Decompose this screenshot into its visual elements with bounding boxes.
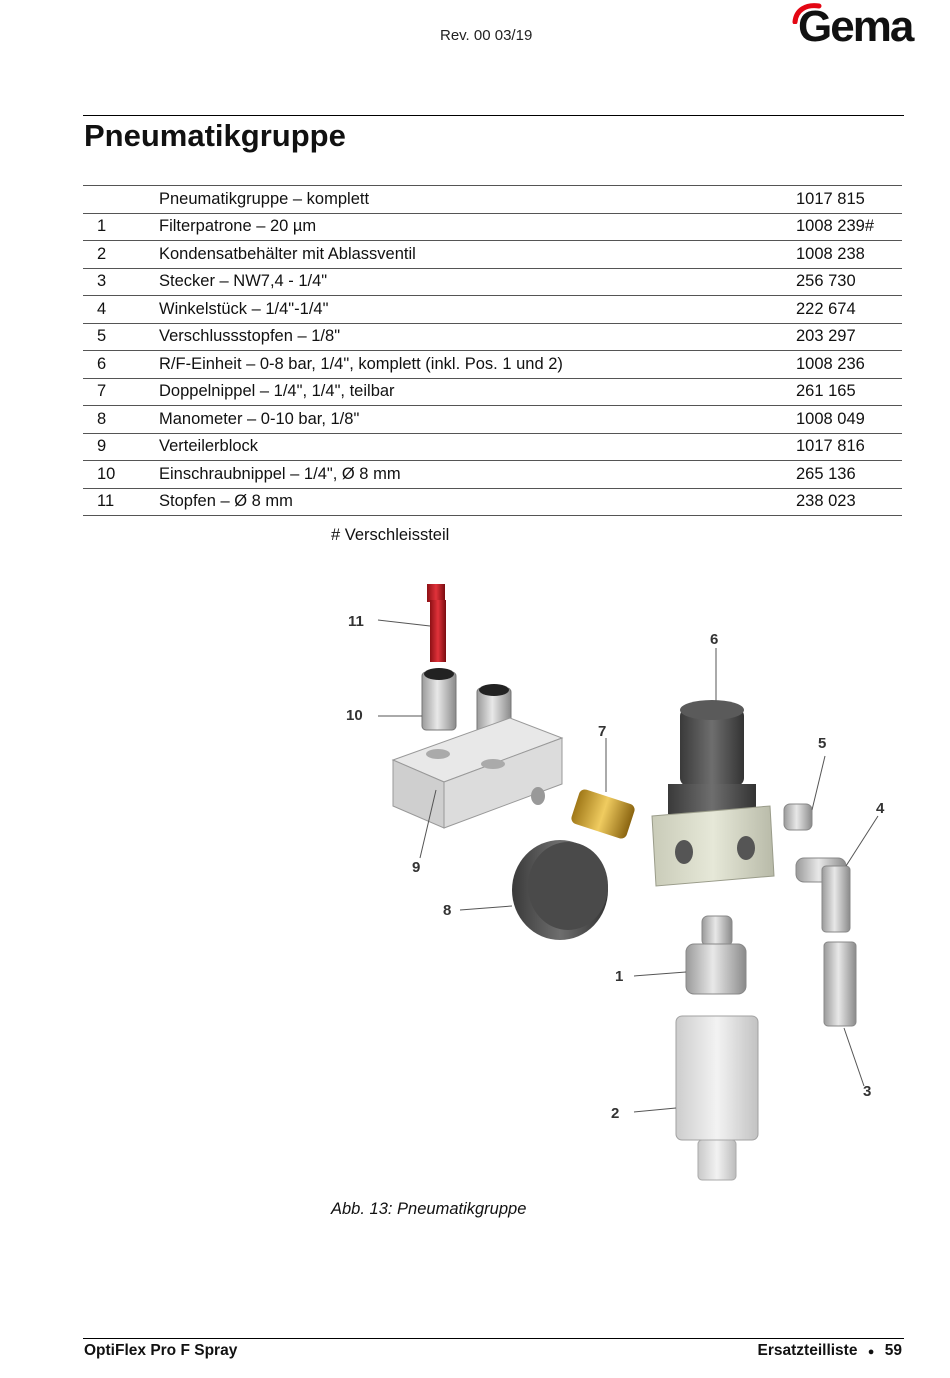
table-row (83, 323, 902, 351)
callout-6: 6 (710, 631, 719, 648)
description-cell: Verschlussstopfen – 1/8" (159, 323, 796, 351)
position-cell: 2 (83, 241, 159, 269)
part-9-distributor-block (393, 718, 562, 828)
part-5-screw-plug (784, 804, 812, 830)
part-2-condensate-bowl (676, 1016, 758, 1180)
part-number-cell: 265 136 (796, 461, 902, 489)
part-number-cell: 256 730 (796, 268, 902, 296)
callout-1: 1 (615, 968, 624, 985)
part-number-cell: 1008 236 (796, 351, 902, 379)
position-cell: 4 (83, 296, 159, 324)
description-cell: Verteilerblock (159, 433, 796, 461)
callout-5: 5 (818, 735, 827, 752)
part-3-connector (824, 942, 856, 1026)
footer-section (758, 1342, 902, 1360)
revision-label: Rev. 00 03/19 (440, 27, 533, 44)
description-cell: Stopfen – Ø 8 mm (159, 488, 796, 516)
position-cell: 6 (83, 351, 159, 379)
table-row (83, 213, 902, 241)
table-row (83, 351, 902, 379)
position-cell: 11 (83, 488, 159, 516)
position-cell: 1 (83, 213, 159, 241)
description-cell: Doppelnippel – 1/4", 1/4", teilbar (159, 378, 796, 406)
table-row (83, 241, 902, 269)
table-row (83, 268, 902, 296)
wear-part-note: # Verschleissteil (331, 526, 450, 544)
part-number-cell: 261 165 (796, 378, 902, 406)
callout-4: 4 (876, 800, 885, 817)
page-title: Pneumatikgruppe (84, 118, 346, 153)
part-number-cell: 1008 239# (796, 213, 902, 241)
footer-divider (83, 1338, 904, 1339)
position-cell (83, 186, 159, 214)
description-cell: Einschraubnippel – 1/4", Ø 8 mm (159, 461, 796, 489)
part-7-double-nipple (570, 788, 636, 840)
position-cell: 10 (83, 461, 159, 489)
position-cell: 5 (83, 323, 159, 351)
description-cell: Filterpatrone – 20 µm (159, 213, 796, 241)
position-cell: 9 (83, 433, 159, 461)
table-row (83, 406, 902, 434)
part-number-cell: 238 023 (796, 488, 902, 516)
callout-8: 8 (443, 902, 452, 919)
part-number-cell: 222 674 (796, 296, 902, 324)
header-divider (83, 115, 904, 116)
part-4-elbow (796, 858, 850, 932)
description-cell: Kondensatbehälter mit Ablassventil (159, 241, 796, 269)
callout-2: 2 (611, 1105, 620, 1122)
footer-section-label: Ersatzteilliste (757, 1342, 858, 1359)
callout-10: 10 (346, 707, 363, 724)
parts-table (83, 185, 902, 516)
part-number-cell: 203 297 (796, 323, 902, 351)
table-row (83, 461, 902, 489)
part-number-cell: 1017 816 (796, 433, 902, 461)
table-row (83, 378, 902, 406)
description-cell: Stecker – NW7,4 - 1/4" (159, 268, 796, 296)
callout-7: 7 (598, 723, 607, 740)
callout-11: 11 (348, 613, 364, 630)
footer-product: OptiFlex Pro F Spray (84, 1342, 238, 1359)
part-6-regulator (652, 700, 774, 886)
table-row (83, 296, 902, 324)
table-row (83, 433, 902, 461)
position-cell: 8 (83, 406, 159, 434)
part-1-filter-cartridge (686, 916, 746, 994)
table-row (83, 186, 902, 214)
part-number-cell: 1017 815 (796, 186, 902, 214)
logo-wordmark: Gema (798, 2, 913, 51)
position-cell: 3 (83, 268, 159, 296)
description-cell: Pneumatikgruppe – komplett (159, 186, 796, 214)
position-cell: 7 (83, 378, 159, 406)
table-row (83, 488, 902, 516)
callout-9: 9 (412, 859, 421, 876)
callout-3: 3 (863, 1083, 872, 1100)
part-8-manometer (512, 840, 608, 940)
figure-caption: Abb. 13: Pneumatikgruppe (331, 1200, 527, 1218)
part-number-cell: 1008 049 (796, 406, 902, 434)
description-cell: Winkelstück – 1/4"-1/4" (159, 296, 796, 324)
description-cell: R/F-Einheit – 0-8 bar, 1/4", komplett (inkl. Pos. 1 und 2) (159, 351, 796, 379)
part-number-cell: 1008 238 (796, 241, 902, 269)
part-11-plug (427, 584, 446, 662)
pneumatic-group-figure (330, 570, 900, 1195)
footer-bullet: ● (867, 1346, 875, 1358)
footer-page-number: 59 (884, 1342, 902, 1359)
description-cell: Manometer – 0-10 bar, 1/8" (159, 406, 796, 434)
